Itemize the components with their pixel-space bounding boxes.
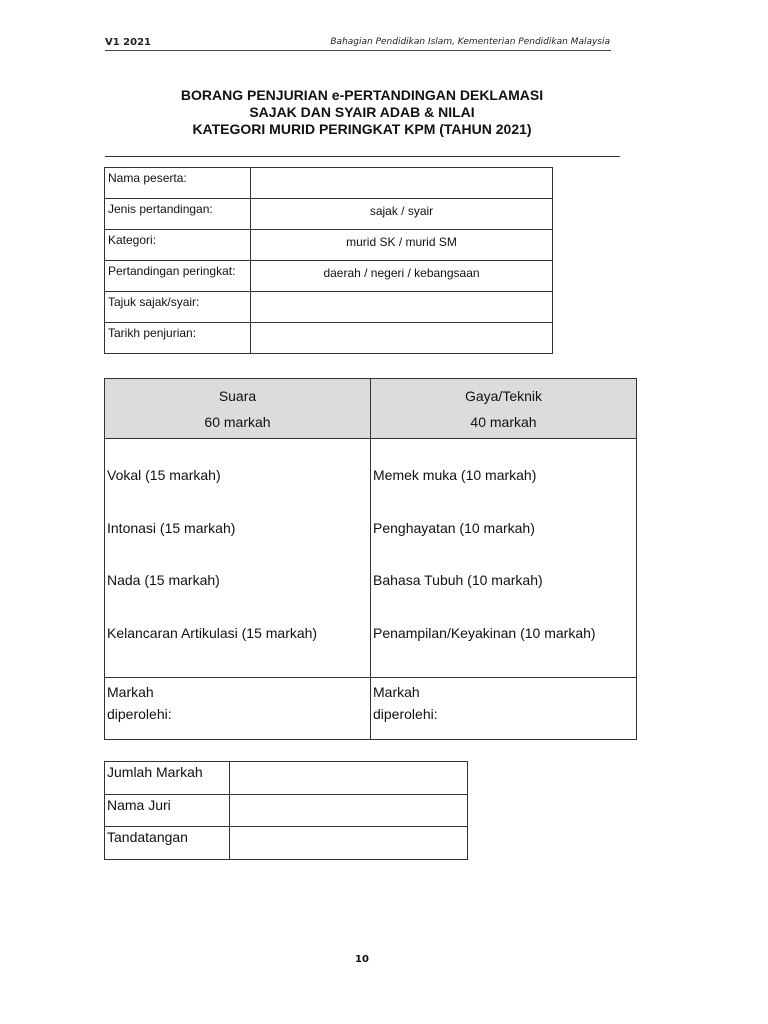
info-row [105,292,553,323]
criterion-item: Memek muka (10 markah) [373,467,537,483]
summary-row [105,762,468,795]
info-row [105,323,553,354]
summary-label: Nama Juri [105,794,230,827]
criterion-item: Vokal (15 markah) [107,467,221,483]
info-label: Jenis pertandingan: [105,199,251,230]
judging-date-field[interactable] [251,323,553,354]
marks-obtained-label: Markah [107,684,154,701]
header-divider [105,50,611,51]
criteria-row [105,439,637,678]
signature-field[interactable] [230,827,468,860]
voice-marks: 60 markah [204,414,271,430]
organization-label: Bahagian Pendidikan Islam, Kementerian Pendidikan Malaysia [330,37,610,47]
style-header-cell [371,379,637,439]
info-label: Tarikh penjurian: [105,323,251,354]
style-marks-obtained-field[interactable] [371,678,637,740]
summary-label: Jumlah Markah [105,762,230,795]
voice-marks-obtained-field[interactable] [105,678,371,740]
version-label: V1 2021 [105,37,152,48]
info-row [105,199,553,230]
style-marks: 40 markah [470,414,537,430]
style-heading: Gaya/Teknik [464,388,543,404]
page-number: 10 [355,954,369,965]
title-divider [105,156,620,157]
marks-obtained-label: diperolehi: [107,706,172,723]
voice-header-cell [105,379,371,439]
criterion-item: Intonasi (15 markah) [107,519,236,536]
criterion-item: Kelancaran Artikulasi (15 markah) [107,624,318,641]
scoring-header-row [105,379,637,439]
scoring-table [104,378,637,740]
summary-row [105,794,468,827]
total-marks-field[interactable] [230,762,468,795]
criterion-item: Penghayatan (10 markah) [373,519,535,536]
style-criteria-cell [371,439,637,678]
criterion-item: Penampilan/Keyakinan (10 markah) [373,624,596,641]
title-line-3: KATEGORI MURID PERINGKAT KPM (TAHUN 2021) [192,121,532,137]
category-field[interactable]: murid SK / murid SM [251,230,553,261]
summary-table [104,761,468,860]
info-label: Kategori: [105,230,251,261]
marks-obtained-row [105,678,637,740]
info-label: Pertandingan peringkat: [105,261,251,292]
participant-info-table [104,167,553,354]
summary-label: Tandatangan [105,827,230,860]
info-row [105,261,553,292]
judge-name-field[interactable] [230,794,468,827]
marks-obtained-label: Markah [373,684,420,701]
info-row [105,168,553,199]
info-row [105,230,553,261]
form-title [105,87,619,138]
voice-criteria-cell [105,439,371,678]
participant-name-field[interactable] [251,168,553,199]
info-label: Tajuk sajak/syair: [105,292,251,323]
criterion-item: Nada (15 markah) [107,572,220,589]
voice-heading: Suara [218,388,257,404]
marks-obtained-label: diperolehi: [373,706,438,723]
title-line-1: BORANG PENJURIAN e-PERTANDINGAN DEKLAMASI [180,87,544,103]
info-label: Nama peserta: [105,168,251,199]
level-field[interactable]: daerah / negeri / kebangsaan [251,261,553,292]
title-line-2: SAJAK DAN SYAIR ADAB & NILAI [249,104,475,120]
criterion-item: Bahasa Tubuh (10 markah) [373,572,543,589]
summary-row [105,827,468,860]
poem-title-field[interactable] [251,292,553,323]
competition-type-field[interactable]: sajak / syair [251,199,553,230]
